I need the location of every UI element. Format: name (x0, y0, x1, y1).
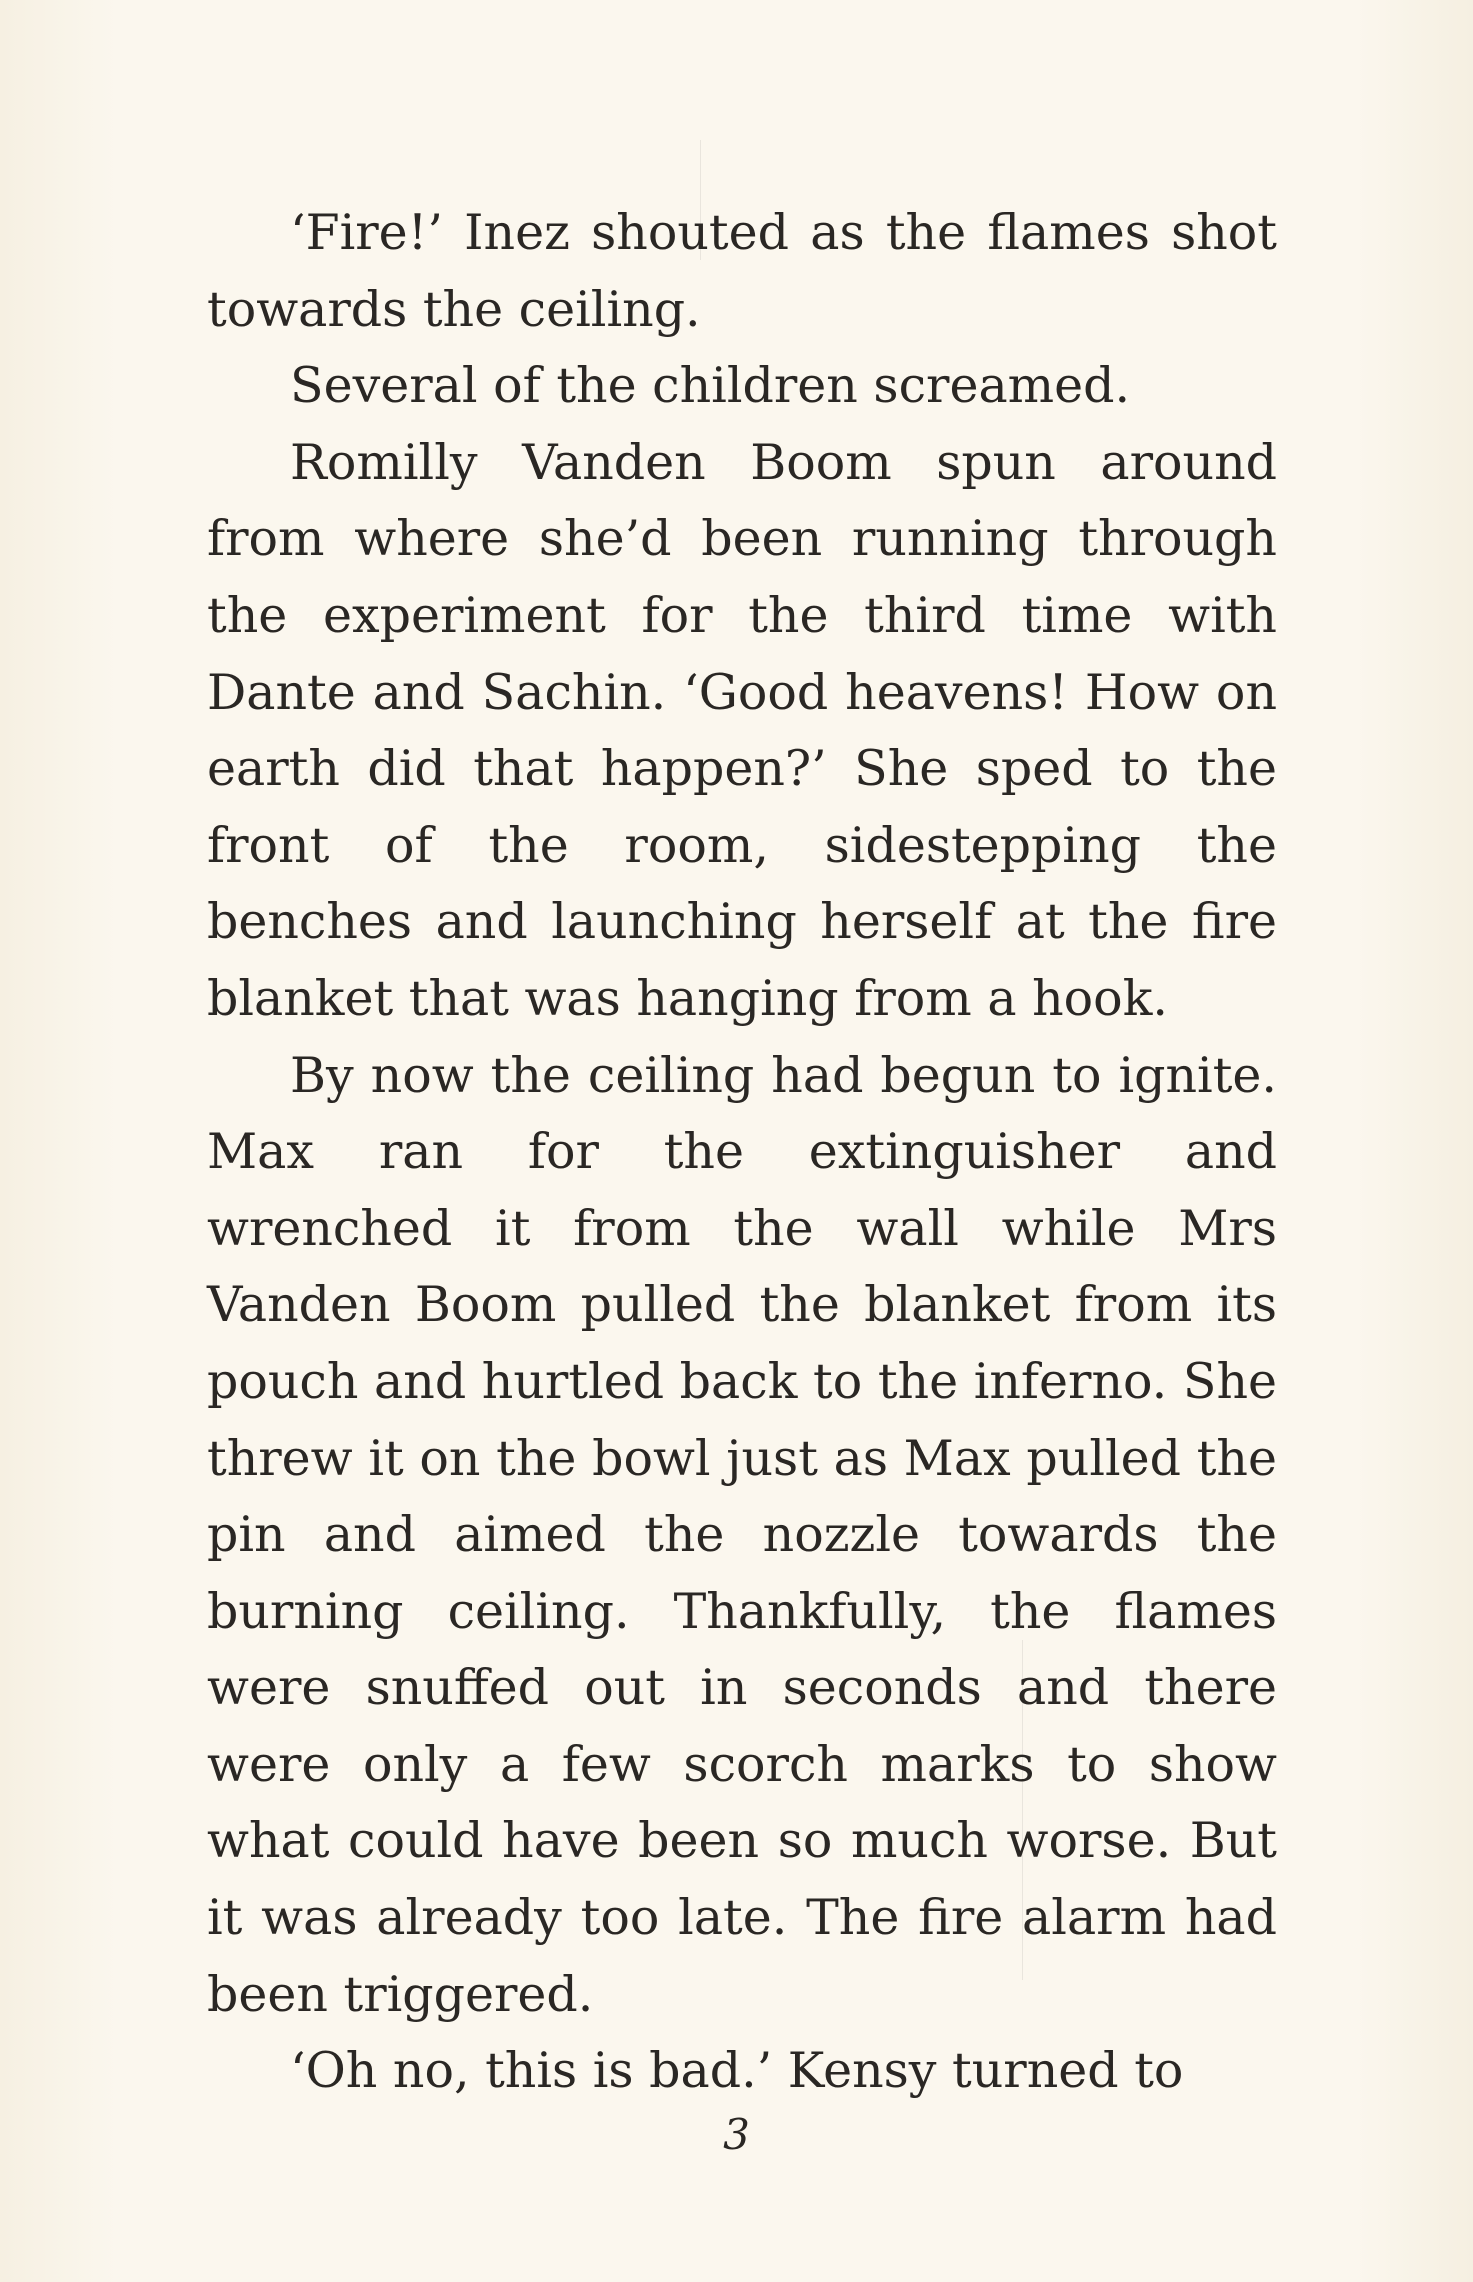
paragraph: Several of the children screamed. (290, 357, 1131, 415)
paragraph: By now the ceiling had begun to ignite. Max ran for the extinguisher and wrenched it from the wall while Mrs Vanden Boom pulled the blanket from its pouch and hurtled back to the inferno. She threw it on the bowl just as Max pulled the pin and aimed the nozzle towards the burning ceiling. Thankfully, the flames were snuffed out in seconds and there were only a few scorch marks to show what could have been so much worse. But it was already too late. The fire alarm had been triggered. (207, 1046, 1277, 2023)
body-text (207, 195, 1277, 2110)
paragraph: Romilly Vanden Boom spun around from where she’d been running through the experiment for the third time with Dante and Sachin. ‘Good heavens! How on earth did that happen?’ She sped to the front of the room, sidestepping the benches and launching herself at the fire blanket that was hanging from a hook. (207, 433, 1277, 1027)
page-number: 3 (723, 2110, 750, 2159)
paragraph: ‘Oh no, this is bad.’ Kensy turned to (290, 2042, 1184, 2100)
paragraph: ‘Fire!’ Inez shouted as the flames shot towards the ceiling. (207, 204, 1277, 338)
